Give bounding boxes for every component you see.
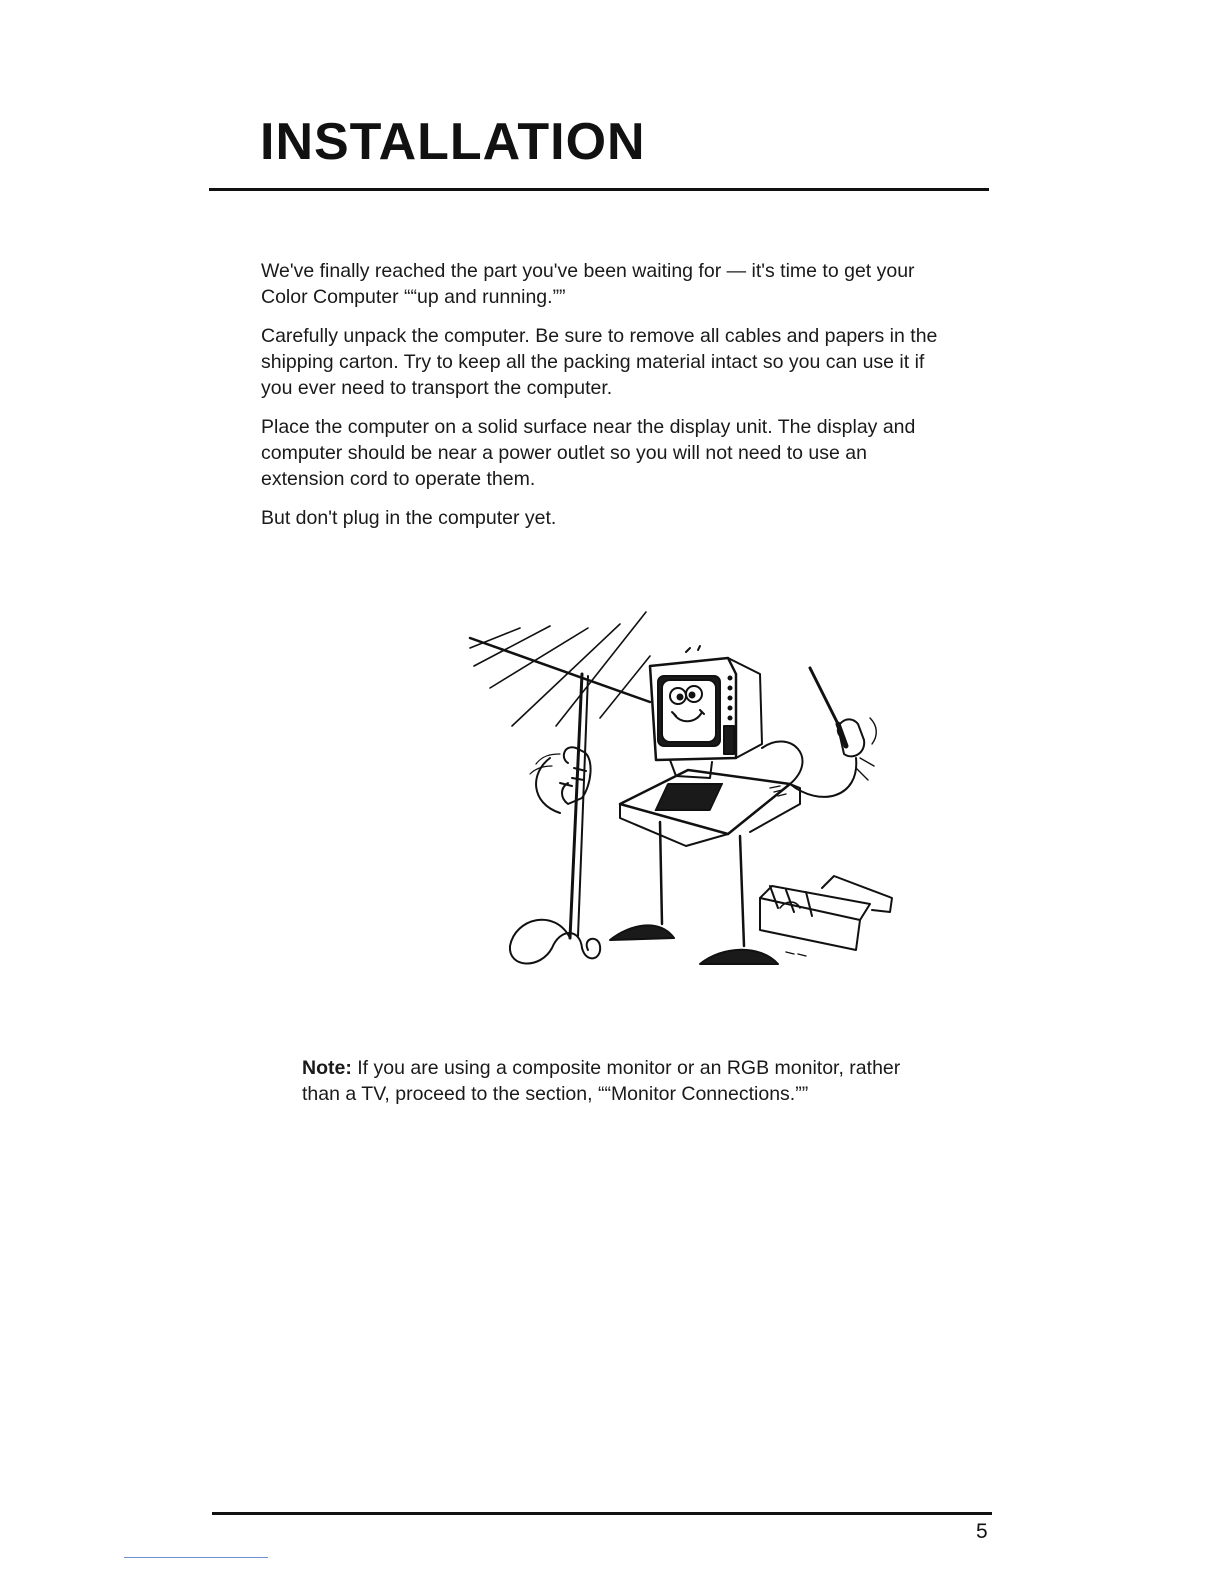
page-number: 5 <box>976 1520 988 1543</box>
page-title: INSTALLATION <box>260 113 646 171</box>
antenna-mast <box>510 674 600 964</box>
monitor-head <box>650 646 762 760</box>
computer-mascot-illustration <box>460 608 900 978</box>
paragraph-placement: Place the computer on a solid surface near the display unit. The display and computer should be near a power outlet so you will not need to use an extension cord to operate them. <box>261 416 916 490</box>
motion-lines <box>530 754 560 774</box>
footer-rule <box>212 1512 992 1515</box>
note <box>302 1055 922 1107</box>
antenna-boom <box>470 638 650 702</box>
toolbox <box>760 876 892 956</box>
header-rule <box>209 188 989 191</box>
scan-artifact-line <box>124 1557 268 1558</box>
paragraph-unpack: Carefully unpack the computer. Be sure to remove all cables and papers in the shipping carton. Try to keep all the packing material intact so you can use it if you ever need to transport the computer. <box>261 325 938 399</box>
note-text: If you are using a composite monitor or an RGB monitor, rather than a TV, proceed to the section, ““Monitor Connections.”” <box>302 1057 901 1105</box>
paragraph-warning: But don't plug in the computer yet. <box>261 507 557 529</box>
note-label: Note: <box>302 1057 352 1079</box>
paragraph-intro: We've finally reached the part you've been waiting for — it's time to get your Color Computer ““up and running.”” <box>261 260 915 308</box>
keyboard-body <box>620 760 800 846</box>
body-text <box>261 258 941 544</box>
right-arm <box>762 668 876 797</box>
